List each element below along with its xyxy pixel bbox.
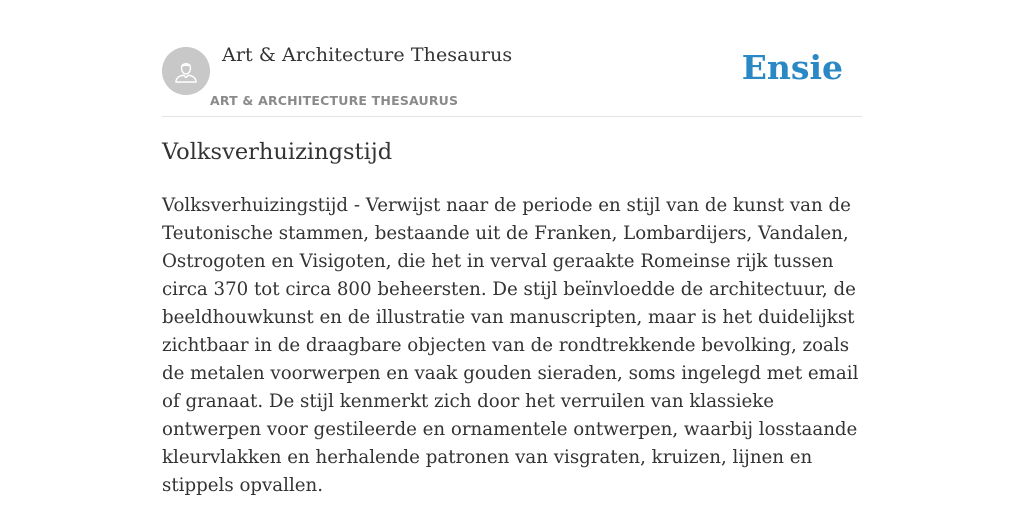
entry-card xyxy=(162,0,862,512)
brand-logo[interactable]: Ensie xyxy=(741,48,843,87)
source-subtitle[interactable]: ART & ARCHITECTURE THESAURUS xyxy=(210,93,459,108)
entry-title: Volksverhuizingstijd xyxy=(162,139,393,165)
source-title[interactable]: Art & Architecture Thesaurus xyxy=(222,44,513,66)
user-icon[interactable] xyxy=(162,47,210,95)
entry-header xyxy=(162,0,862,117)
entry-body: Volksverhuizingstijd - Verwijst naar de periode en stijl van de kunst van de Teutonische stammen, bestaande uit de Franken, Lombardijers, Vandalen, Ostrogoten en Visigoten, die het in verval geraakte Romeinse rijk tussen circa 370 tot circa 800 beheersten. De stijl beïnvloedde de architectuur, de beeldhouwkunst en de illustratie van manuscripten, maar is het duidelijkst zichtbaar in de draagbare objecten van de rondtrekkende bevolking, zoals de metalen voorwerpen en vaak gouden sieraden, soms ingelegd met email of granaat. De stijl kenmerkt zich door het verruilen van klassieke ontwerpen voor gestileerde en ornamentele ontwerpen, waarbij losstaande kleurvlakken en herhalende patronen van visgraten, kruizen, lijnen en stippels opvallen. xyxy=(162,195,859,496)
